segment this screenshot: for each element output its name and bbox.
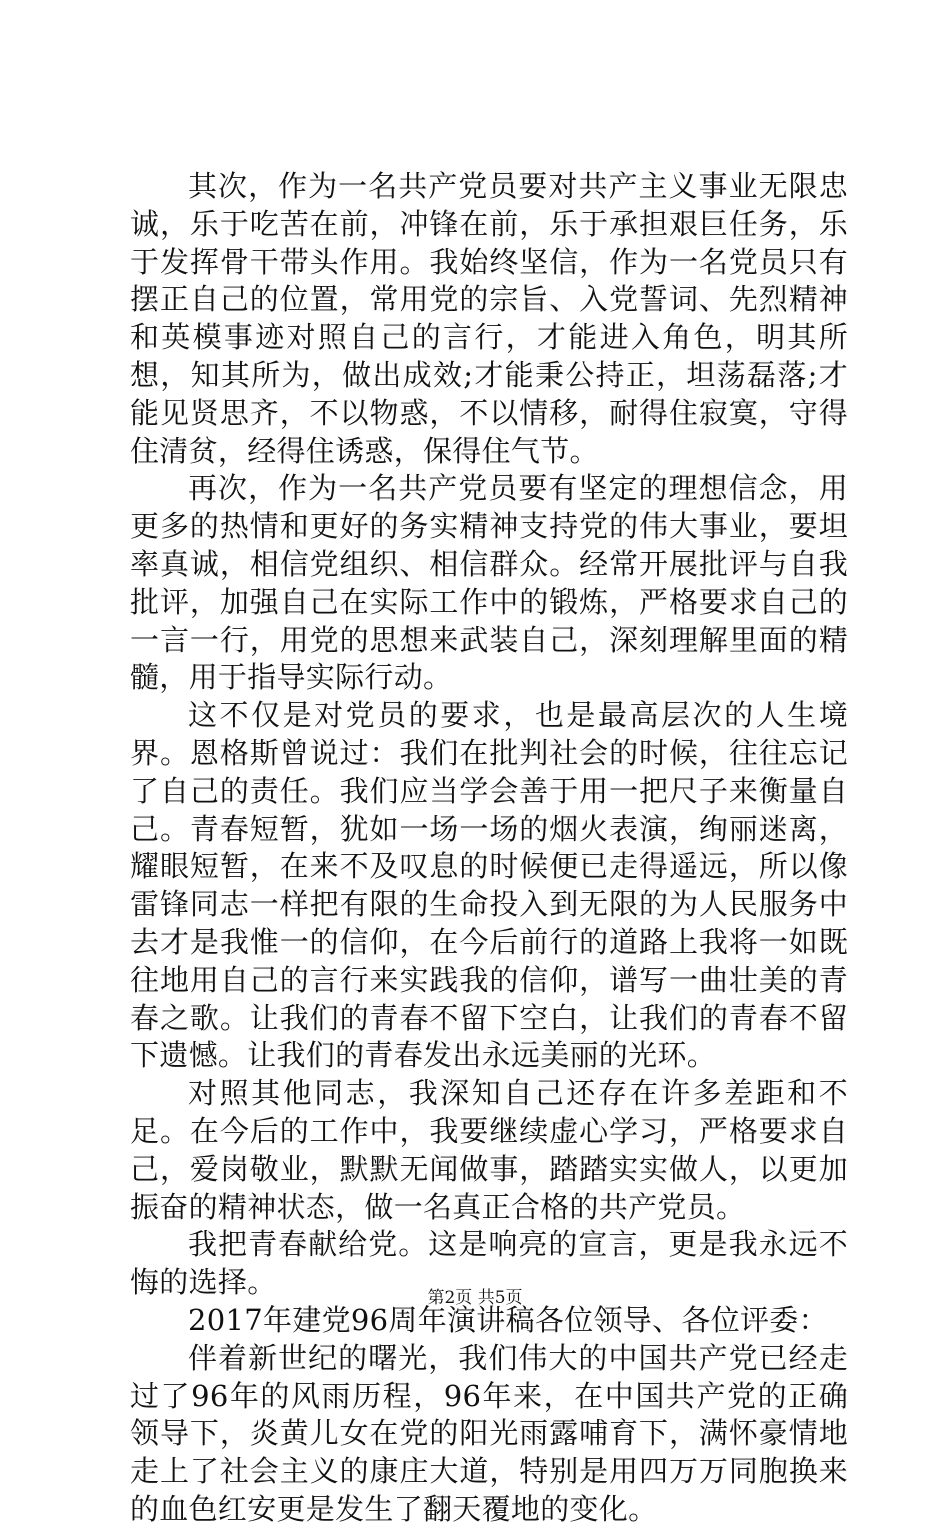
page-footer: 第2页 共5页 [427, 1288, 523, 1308]
paragraph-5: 我把青春献给党。这是响亮的宣言，更是我永远不悔的选择。 [130, 1227, 848, 1300]
paragraph-7: 伴着新世纪的曙光，我们伟大的中国共产党已经走过了96年的风雨历程，96年来，在中国共产党的正确领导下，炎黄儿女在党的阳光雨露哺育下，满怀豪情地走上了社会主义的康庄大道，特别是用四万万同胞换来的血色红安更是发生了翻天覆地的变化。 [130, 1340, 848, 1526]
paragraph-4: 对照其他同志，我深知自己还存在许多差距和不足。在今后的工作中，我要继续虚心学习，严格要求自己，爱岗敬业，默默无闻做事，踏踏实实做人，以更加振奋的精神状态，做一名真正合格的共产党员。 [130, 1076, 848, 1224]
paragraph-3: 这不仅是对党员的要求，也是最高层次的人生境界。恩格斯曾说过：我们在批判社会的时候，往往忘记了自己的责任。我们应当学会善于用一把尺子来衡量自己。青春短暂，犹如一场一场的烟火表演，绚丽迷离，耀眼短暂，在来不及叹息的时候便已走得遥远，所以像雷锋同志一样把有限的生命投入到无限的为人民服务中去才是我惟一的信仰，在今后前行的道路上我将一如既往地用自己的言行来实践我的信仰，谱写一曲壮美的青春之歌。让我们的青春不留下空白，让我们的青春不留下遗憾。让我们的青春发出永远美丽的光环。 [130, 698, 848, 1073]
paragraph-2: 再次，作为一名共产党员要有坚定的理想信念，用更多的热情和更好的务实精神支持党的伟大事业，要坦率真诚，相信党组织、相信群众。经常开展批评与自我批评，加强自己在实际工作中的锻炼，严格要求自己的一言一行，用党的思想来武装自己，深刻理解里面的精髓，用于指导实际行动。 [130, 471, 848, 695]
paragraph-6: 2017年建党96周年演讲稿各位领导、各位评委： [188, 1302, 828, 1337]
document-body [130, 168, 848, 1529]
paragraph-1: 其次，作为一名共产党员要对共产主义事业无限忠诚，乐于吃苦在前，冲锋在前，乐于承担艰巨任务，乐于发挥骨干带头作用。我始终坚信，作为一名党员只有摆正自己的位置，常用党的宗旨、入党誓词、先烈精神和英模事迹对照自己的言行，才能进入角色，明其所想，知其所为，做出成效;才能秉公持正，坦荡磊落;才能见贤思齐，不以物惑，不以情移，耐得住寂寞，守得住清贫，经得住诱惑，保得住气节。 [130, 169, 848, 468]
